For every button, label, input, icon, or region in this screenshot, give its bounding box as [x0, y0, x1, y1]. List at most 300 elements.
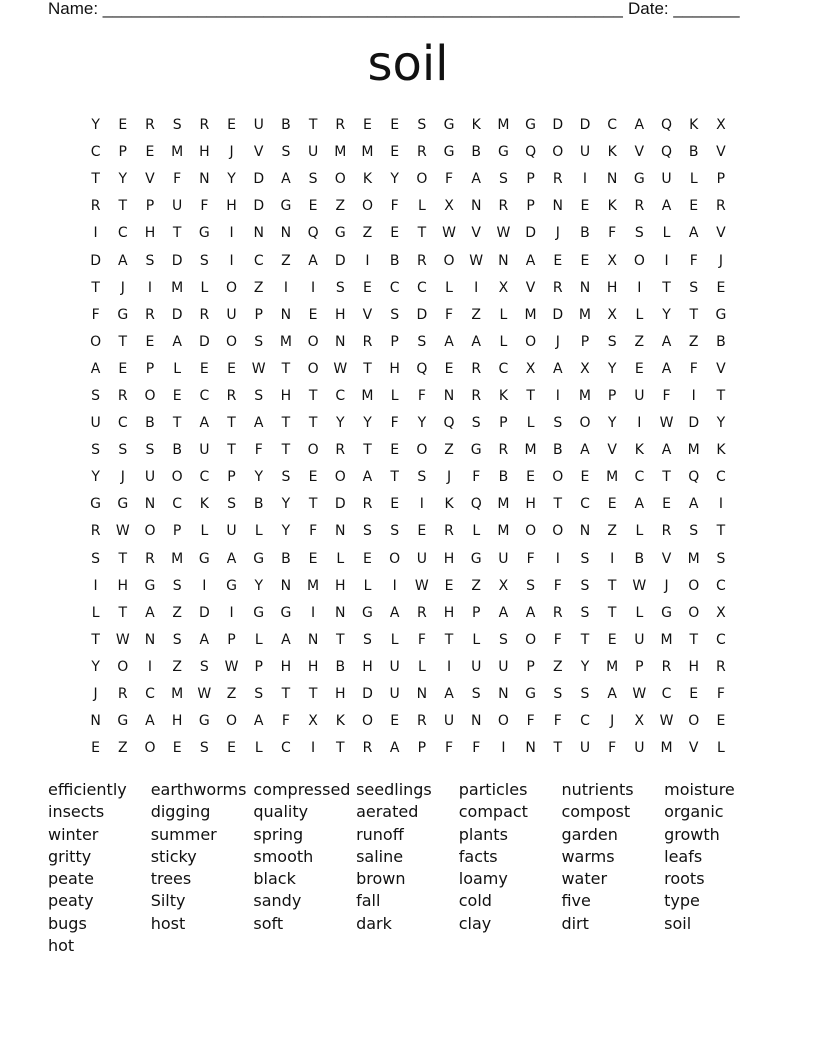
- grid-cell: O: [688, 604, 700, 621]
- grid-cell: E: [390, 713, 400, 730]
- grid-cell: S: [580, 577, 590, 594]
- grid-cell: E: [607, 631, 617, 648]
- grid-cell: A: [199, 631, 210, 648]
- grid-cell: X: [634, 713, 645, 730]
- grid-cell: J: [93, 686, 98, 703]
- grid-cell: P: [526, 658, 535, 675]
- grid-cell: R: [199, 117, 210, 134]
- grid-cell: U: [389, 686, 400, 703]
- grid-cell: H: [443, 550, 455, 567]
- grid-cell: C: [281, 740, 291, 757]
- grid-cell: N: [579, 279, 591, 296]
- grid-cell: L: [499, 333, 508, 350]
- grid-cell: Q: [443, 415, 455, 432]
- grid-cell: W: [251, 360, 266, 377]
- grid-row: [82, 627, 735, 654]
- grid-cell: C: [580, 713, 590, 730]
- grid-cell: C: [716, 577, 726, 594]
- grid-cell: H: [443, 604, 455, 621]
- grid-row: [82, 491, 735, 518]
- grid-cell: P: [417, 740, 427, 757]
- grid-cell: O: [361, 713, 373, 730]
- grid-cell: H: [335, 577, 346, 594]
- grid-row: [82, 166, 735, 193]
- grid-cell: A: [661, 198, 672, 215]
- grid-cell: S: [145, 252, 155, 269]
- grid-cell: W: [659, 415, 674, 432]
- grid-cell: U: [226, 306, 237, 323]
- grid-cell: S: [634, 225, 644, 242]
- grid-cell: F: [608, 740, 617, 757]
- grid-cell: A: [281, 631, 291, 648]
- grid-cell: G: [443, 117, 455, 134]
- grid-cell: R: [362, 496, 373, 513]
- grid-cell: N: [335, 604, 346, 621]
- grid-cell: X: [607, 306, 617, 323]
- word-list-item: peaty: [48, 891, 94, 911]
- grid-cell: L: [635, 523, 644, 540]
- grid-cell: V: [634, 144, 645, 161]
- grid-cell: I: [202, 577, 207, 594]
- grid-cell: D: [525, 225, 536, 242]
- grid-cell: F: [445, 306, 454, 323]
- grid-cell: E: [227, 740, 236, 757]
- grid-cell: G: [715, 306, 727, 323]
- grid-cell: V: [716, 225, 726, 242]
- grid-cell: V: [362, 306, 373, 323]
- grid-cell: Y: [662, 306, 671, 323]
- grid-cell: Z: [471, 577, 482, 594]
- grid-cell: Z: [362, 225, 373, 242]
- grid-cell: B: [253, 496, 264, 513]
- word-list-item: garden: [561, 824, 618, 844]
- grid-cell: U: [226, 523, 237, 540]
- grid-cell: K: [689, 117, 699, 134]
- grid-cell: F: [417, 387, 426, 404]
- grid-cell: A: [498, 604, 509, 621]
- grid-cell: X: [580, 360, 590, 377]
- grid-cell: T: [662, 469, 671, 486]
- grid-cell: A: [634, 496, 645, 513]
- grid-cell: N: [280, 306, 292, 323]
- grid-cell: P: [227, 631, 236, 648]
- grid-cell: G: [117, 496, 129, 513]
- grid-cell: E: [227, 117, 236, 134]
- grid-cell: O: [688, 577, 700, 594]
- grid-cell: M: [497, 496, 510, 513]
- grid-cell: S: [607, 333, 617, 350]
- grid-cell: A: [145, 713, 155, 730]
- grid-cell: M: [687, 442, 700, 459]
- grid-cell: L: [417, 198, 426, 215]
- grid-cell: C: [90, 144, 101, 161]
- grid-cell: G: [470, 442, 482, 459]
- grid-cell: R: [716, 658, 726, 675]
- grid-cell: K: [444, 496, 454, 513]
- grid-cell: S: [417, 117, 427, 134]
- grid-cell: L: [254, 631, 263, 648]
- grid-cell: N: [335, 333, 346, 350]
- grid-cell: T: [607, 604, 617, 621]
- word-list-item: moisture: [664, 780, 735, 799]
- grid-cell: T: [336, 740, 345, 757]
- grid-cell: S: [254, 387, 264, 404]
- grid-row: [82, 600, 735, 627]
- word-list-item: nutrients: [561, 780, 634, 799]
- grid-cell: M: [279, 333, 292, 350]
- grid-cell: I: [718, 496, 723, 513]
- grid-cell: F: [173, 171, 182, 188]
- grid-cell: W: [659, 713, 674, 730]
- grid-cell: S: [498, 631, 508, 648]
- grid-cell: M: [361, 387, 374, 404]
- grid-cell: U: [443, 713, 455, 730]
- grid-cell: E: [716, 279, 726, 296]
- grid-cell: S: [199, 658, 209, 675]
- grid-cell: N: [280, 577, 292, 594]
- grid-cell: P: [635, 658, 644, 675]
- grid-cell: I: [501, 740, 506, 757]
- grid-cell: L: [526, 415, 535, 432]
- grid-cell: L: [91, 604, 100, 621]
- grid-cell: M: [524, 442, 537, 459]
- grid-cell: Y: [336, 415, 345, 432]
- grid-cell: S: [281, 144, 291, 161]
- grid-cell: A: [145, 604, 155, 621]
- word-list: [48, 779, 767, 957]
- grid-cell: A: [253, 713, 264, 730]
- grid-cell: B: [471, 144, 482, 161]
- grid-cell: P: [254, 658, 263, 675]
- grid-cell: R: [634, 198, 645, 215]
- grid-cell: V: [145, 171, 155, 188]
- grid-cell: E: [390, 225, 400, 242]
- grid-cell: N: [335, 523, 346, 540]
- grid-cell: G: [497, 144, 509, 161]
- grid-cell: R: [552, 279, 563, 296]
- grid-cell: Y: [281, 523, 291, 540]
- grid-cell: G: [198, 713, 210, 730]
- grid-cell: G: [117, 306, 129, 323]
- grid-cell: T: [308, 117, 318, 134]
- grid-cell: W: [496, 225, 511, 242]
- grid-cell: R: [498, 198, 509, 215]
- grid-cell: Y: [281, 496, 291, 513]
- grid-cell: O: [361, 198, 373, 215]
- grid-cell: D: [362, 686, 373, 703]
- grid-cell: T: [716, 387, 726, 404]
- grid-cell: I: [474, 279, 479, 296]
- grid-cell: M: [497, 523, 510, 540]
- grid-cell: T: [580, 631, 590, 648]
- grid-cell: K: [607, 144, 617, 161]
- grid-cell: A: [661, 360, 672, 377]
- grid-cell: C: [172, 496, 183, 513]
- word-list-item: Silty: [150, 891, 186, 911]
- grid-cell: Z: [281, 252, 291, 269]
- grid-cell: N: [416, 686, 428, 703]
- grid-cell: W: [632, 686, 647, 703]
- grid-cell: S: [390, 306, 400, 323]
- grid-cell: K: [335, 713, 345, 730]
- word-list-item: winter: [48, 824, 99, 844]
- grid-cell: E: [390, 442, 400, 459]
- grid-cell: C: [253, 252, 264, 269]
- grid-cell: D: [334, 252, 346, 269]
- word-list-item: smooth: [253, 846, 314, 866]
- grid-cell: M: [171, 279, 184, 296]
- grid-cell: H: [362, 658, 373, 675]
- grid-cell: N: [199, 171, 210, 188]
- grid-cell: P: [227, 469, 236, 486]
- grid-cell: I: [637, 415, 642, 432]
- grid-row: [82, 546, 735, 573]
- grid-cell: F: [472, 469, 481, 486]
- grid-cell: N: [579, 523, 591, 540]
- grid-cell: Q: [661, 117, 673, 134]
- grid-cell: S: [689, 279, 699, 296]
- word-list-item: cold: [458, 891, 492, 911]
- word-list-item: compressed: [253, 780, 351, 799]
- grid-cell: K: [607, 198, 617, 215]
- grid-cell: E: [417, 523, 427, 540]
- grid-cell: P: [499, 415, 508, 432]
- grid-cell: Y: [91, 469, 100, 486]
- grid-cell: R: [226, 387, 237, 404]
- grid-cell: N: [280, 225, 292, 242]
- grid-cell: T: [607, 577, 617, 594]
- grid-cell: O: [171, 469, 183, 486]
- grid-cell: M: [578, 306, 592, 323]
- grid-cell: V: [661, 550, 672, 567]
- grid-cell: P: [471, 604, 481, 621]
- grid-cell: A: [471, 333, 481, 350]
- grid-cell: T: [118, 333, 128, 350]
- grid-cell: P: [390, 333, 399, 350]
- grid-cell: Q: [416, 360, 428, 377]
- word-list-item: bugs: [48, 913, 87, 933]
- grid-cell: E: [526, 469, 536, 486]
- grid-cell: U: [144, 469, 156, 486]
- grid-cell: Y: [580, 658, 590, 675]
- grid-cell: B: [335, 658, 346, 675]
- word-list-item: efficiently: [48, 780, 127, 799]
- grid-cell: O: [307, 333, 319, 350]
- grid-cell: V: [471, 225, 481, 242]
- word-list-item: earthworms: [150, 780, 247, 799]
- grid-cell: A: [117, 252, 128, 269]
- grid-cell: W: [632, 577, 647, 594]
- grid-cell: G: [117, 713, 129, 730]
- grid-cell: X: [444, 198, 454, 215]
- grid-cell: U: [634, 740, 645, 757]
- grid-cell: A: [661, 442, 672, 459]
- word-list-item: seedlings: [356, 780, 432, 799]
- grid-cell: O: [144, 387, 156, 404]
- grid-row: [82, 518, 735, 545]
- grid-cell: O: [552, 523, 564, 540]
- grid-cell: I: [229, 604, 234, 621]
- grid-cell: T: [91, 279, 100, 296]
- grid-cell: N: [443, 387, 455, 404]
- word-list-item: soil: [664, 913, 692, 933]
- grid-cell: R: [145, 550, 155, 567]
- grid-cell: K: [634, 442, 644, 459]
- grid-cell: E: [308, 469, 318, 486]
- grid-cell: U: [634, 631, 645, 648]
- grid-cell: A: [253, 415, 264, 432]
- grid-cell: O: [307, 360, 319, 377]
- grid-cell: N: [606, 171, 618, 188]
- grid-cell: O: [389, 550, 401, 567]
- grid-cell: S: [716, 550, 726, 567]
- word-list-item: warms: [561, 846, 615, 866]
- grid-cell: T: [553, 496, 563, 513]
- grid-cell: T: [308, 496, 318, 513]
- grid-cell: A: [525, 604, 536, 621]
- grid-cell: O: [226, 279, 238, 296]
- grid-cell: F: [553, 713, 562, 730]
- grid-cell: U: [498, 550, 509, 567]
- word-list-item: roots: [664, 869, 705, 889]
- grid-cell: R: [362, 333, 373, 350]
- grid-cell: D: [198, 604, 210, 621]
- grid-row: [82, 302, 735, 329]
- grid-cell: E: [145, 333, 155, 350]
- grid-cell: G: [470, 550, 482, 567]
- grid-cell: N: [552, 198, 564, 215]
- grid-cell: R: [552, 604, 563, 621]
- grid-cell: F: [390, 415, 399, 432]
- grid-cell: W: [224, 658, 239, 675]
- grid-cell: G: [362, 604, 373, 621]
- grid-cell: I: [664, 252, 669, 269]
- grid-cell: A: [661, 333, 672, 350]
- grid-cell: H: [525, 496, 536, 513]
- grid-cell: S: [254, 333, 264, 350]
- grid-cell: P: [145, 360, 155, 377]
- grid-cell: T: [281, 415, 291, 432]
- grid-cell: H: [199, 144, 210, 161]
- grid-cell: Z: [172, 604, 182, 621]
- grid-cell: G: [253, 550, 265, 567]
- grid-cell: M: [606, 469, 619, 486]
- grid-cell: R: [117, 387, 128, 404]
- grid-cell: Z: [607, 523, 617, 540]
- grid-cell: O: [579, 415, 591, 432]
- grid-cell: I: [283, 279, 288, 296]
- grid-cell: A: [389, 740, 400, 757]
- word-list-item: particles: [458, 780, 528, 799]
- grid-cell: R: [90, 523, 101, 540]
- grid-cell: B: [145, 415, 155, 432]
- grid-cell: M: [660, 740, 673, 757]
- grid-cell: P: [607, 387, 617, 404]
- grid-cell: G: [334, 225, 346, 242]
- grid-cell: U: [389, 658, 400, 675]
- grid-cell: I: [419, 496, 424, 513]
- word-list-item: peate: [48, 869, 94, 889]
- header: [48, 0, 740, 18]
- grid-cell: R: [471, 360, 482, 377]
- grid-cell: B: [172, 442, 182, 459]
- grid-cell: Y: [227, 171, 236, 188]
- grid-cell: R: [416, 713, 427, 730]
- grid-cell: G: [198, 225, 210, 242]
- date-field-label: Date: _______: [628, 0, 740, 18]
- grid-cell: B: [634, 550, 645, 567]
- word-list-item: leafs: [664, 846, 703, 866]
- grid-cell: L: [254, 740, 263, 757]
- grid-cell: T: [526, 387, 535, 404]
- grid-cell: R: [471, 387, 482, 404]
- grid-cell: P: [145, 198, 155, 215]
- word-list-item: insects: [48, 802, 105, 822]
- grid-cell: T: [553, 740, 563, 757]
- grid-cell: L: [336, 550, 345, 567]
- grid-cell: Z: [688, 333, 699, 350]
- grid-cell: S: [363, 631, 372, 648]
- word-list-item: aerated: [356, 802, 419, 822]
- grid-cell: E: [145, 144, 155, 161]
- grid-cell: R: [552, 171, 563, 188]
- grid-cell: N: [144, 496, 156, 513]
- grid-cell: S: [689, 523, 699, 540]
- grid-cell: E: [118, 117, 128, 134]
- grid-row: [82, 112, 735, 139]
- grid-cell: S: [172, 631, 182, 648]
- grid-cell: R: [416, 252, 427, 269]
- grid-cell: N: [253, 225, 264, 242]
- grid-cell: E: [580, 469, 590, 486]
- grid-cell: L: [200, 279, 209, 296]
- grid-cell: T: [390, 469, 399, 486]
- grid-cell: M: [171, 550, 184, 567]
- grid-cell: R: [716, 198, 726, 215]
- grid-cell: O: [117, 658, 129, 675]
- grid-cell: D: [198, 333, 210, 350]
- grid-cell: S: [417, 333, 427, 350]
- grid-cell: S: [526, 577, 536, 594]
- grid-cell: W: [414, 577, 429, 594]
- word-list-item: loamy: [458, 869, 508, 889]
- grid-cell: E: [227, 360, 236, 377]
- grid-cell: F: [662, 387, 671, 404]
- grid-cell: R: [335, 117, 346, 134]
- grid-cell: L: [635, 306, 644, 323]
- grid-cell: O: [334, 171, 346, 188]
- grid-cell: D: [334, 496, 346, 513]
- grid-row: [82, 654, 735, 681]
- grid-cell: S: [91, 442, 101, 459]
- grid-cell: U: [90, 415, 101, 432]
- grid-cell: U: [498, 658, 509, 675]
- grid-cell: E: [689, 198, 699, 215]
- grid-cell: Z: [253, 279, 264, 296]
- grid-cell: C: [145, 686, 155, 703]
- word-list-item: clay: [458, 913, 492, 933]
- grid-cell: H: [606, 279, 618, 296]
- grid-cell: Y: [91, 658, 100, 675]
- grid-cell: N: [307, 631, 319, 648]
- grid-cell: Y: [91, 117, 100, 134]
- grid-cell: W: [333, 360, 348, 377]
- grid-cell: R: [362, 740, 373, 757]
- grid-cell: T: [227, 415, 236, 432]
- word-list-item: quality: [253, 802, 309, 822]
- grid-cell: T: [444, 631, 454, 648]
- grid-cell: Y: [417, 415, 427, 432]
